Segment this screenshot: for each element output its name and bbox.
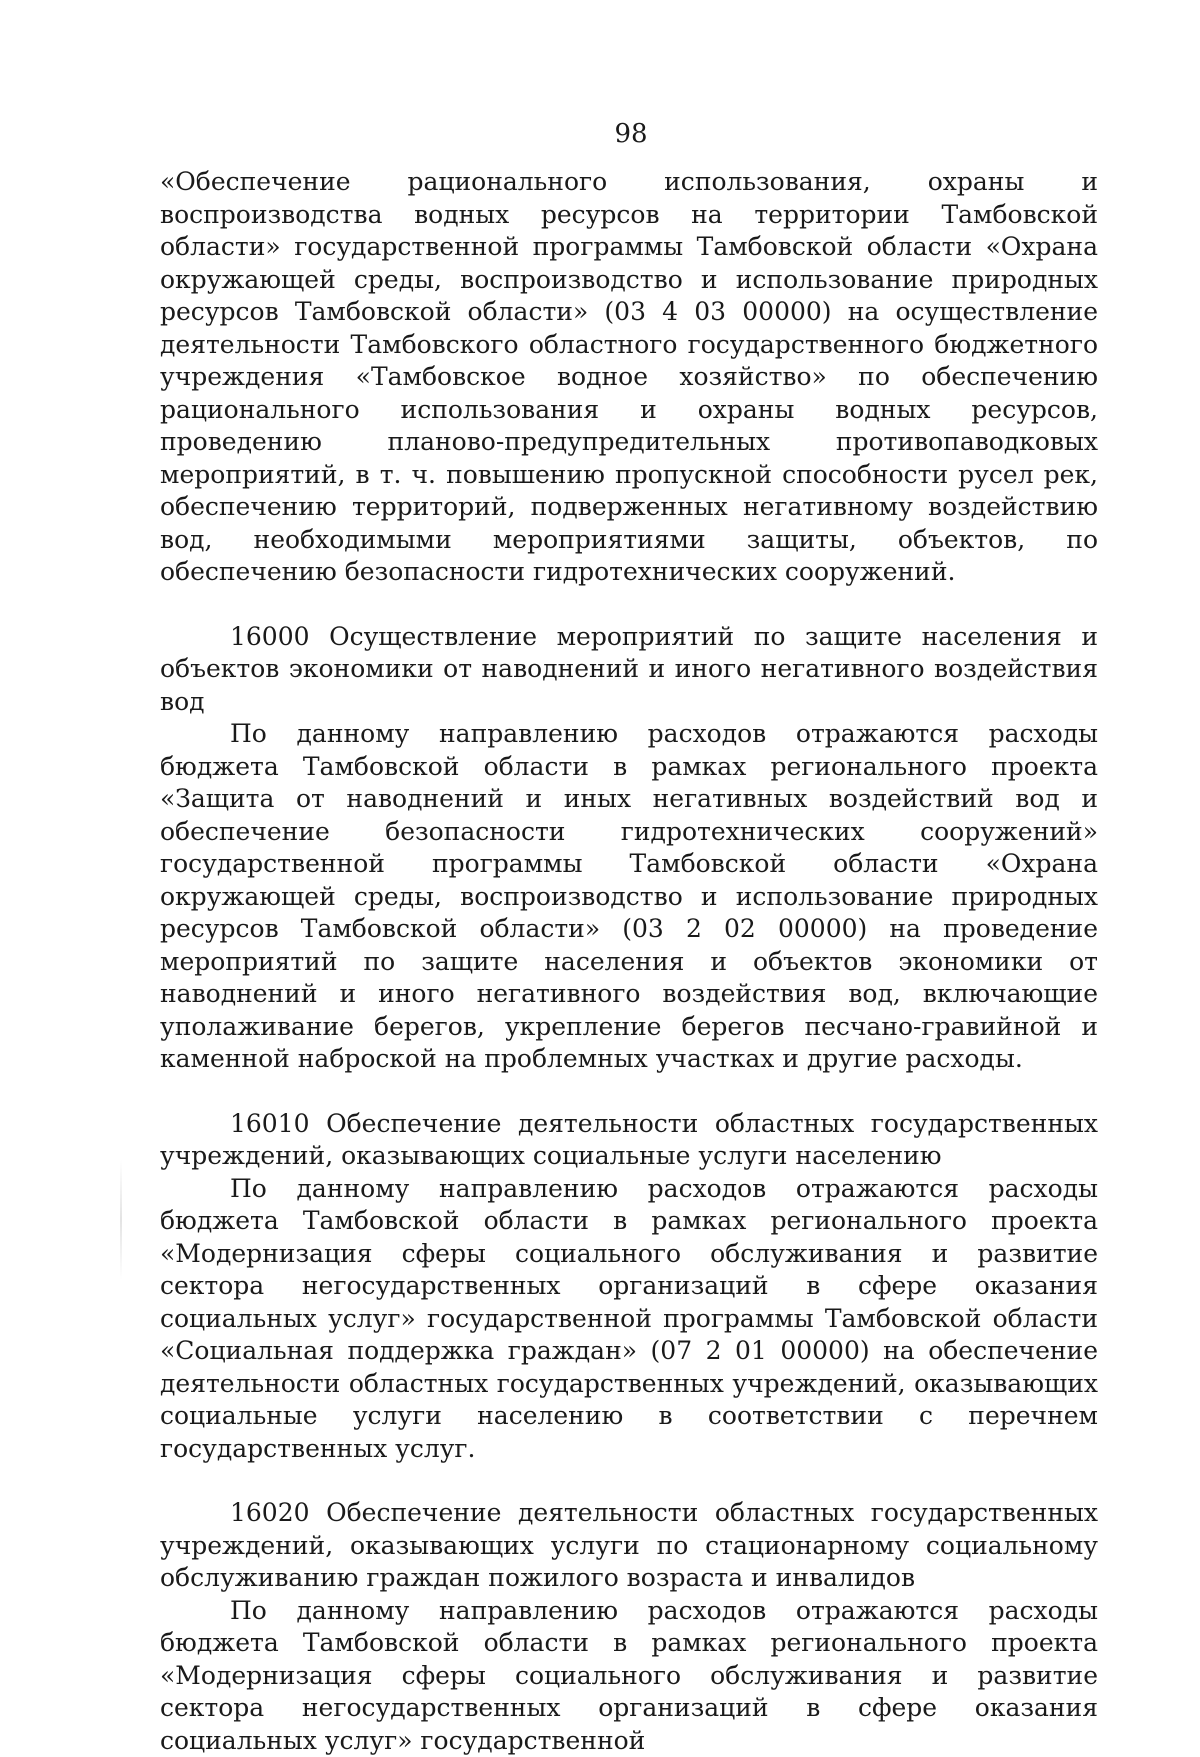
page-number: 98 (0, 118, 1200, 150)
paragraph-16010: По данному направлению расходов отражаются расходы бюджета Тамбовской области в рамках регионального проекта «Модернизация сферы социального обслуживания и развитие сектора негосударственных организаций в сфере оказания социальных услуг» государственной программы Тамбовской области «Социальная поддержка граждан» (07 2 01 00000) на обеспечение деятельности областных государственных учреждений, оказывающих социальные услуги населению в соответствии с перечнем государственных услуг. (160, 1173, 1098, 1466)
paragraph-continuation: «Обеспечение рационального использования, охраны и воспроизводства водных ресурсов на территории Тамбовской области» государственной программы Тамбовской области «Охрана окружающей среды, воспроизводство и использование природных ресурсов Тамбовской области» (03 4 03 00000) на осуществление деятельности Тамбовского областного государственного бюджетного учреждения «Тамбовское водное хозяйство» по обеспечению рационального использования и охраны водных ресурсов, проведению планово-предупредительных противопаводковых мероприятий, в т. ч. повышению пропускной способности русел рек, обеспечению территорий, подверженных негативному воздействию вод, необходимыми мероприятиями защиты, объектов, по обеспечению безопасности гидротехнических сооружений. (160, 166, 1098, 589)
scan-edge-shadow (120, 1160, 122, 1280)
section-heading-16020: 16020 Обеспечение деятельности областных государственных учреждений, оказывающих услуги по стационарному социальному обслуживанию граждан пожилого возраста и инвалидов (160, 1497, 1098, 1595)
section-heading-16010: 16010 Обеспечение деятельности областных государственных учреждений, оказывающих социальные услуги населению (160, 1108, 1098, 1173)
document-body (160, 166, 1098, 1757)
paragraph-16000: По данному направлению расходов отражаются расходы бюджета Тамбовской области в рамках регионального проекта «Защита от наводнений и иных негативных воздействий вод и обеспечение безопасности гидротехнических сооружений» государственной программы Тамбовской области «Охрана окружающей среды, воспроизводство и использование природных ресурсов Тамбовской области» (03 2 02 00000) на проведение мероприятий по защите населения и объектов экономики от наводнений и иного негативного воздействия вод, включающие уполаживание берегов, укрепление берегов песчано-гравийной и каменной наброской на проблемных участках и другие расходы. (160, 718, 1098, 1076)
section-heading-16000: 16000 Осуществление мероприятий по защите населения и объектов экономики от наводнений и иного негативного воздействия вод (160, 621, 1098, 719)
paragraph-16020: По данному направлению расходов отражаются расходы бюджета Тамбовской области в рамках регионального проекта «Модернизация сферы социального обслуживания и развитие сектора негосударственных организаций в сфере оказания социальных услуг» государственной (160, 1595, 1098, 1757)
